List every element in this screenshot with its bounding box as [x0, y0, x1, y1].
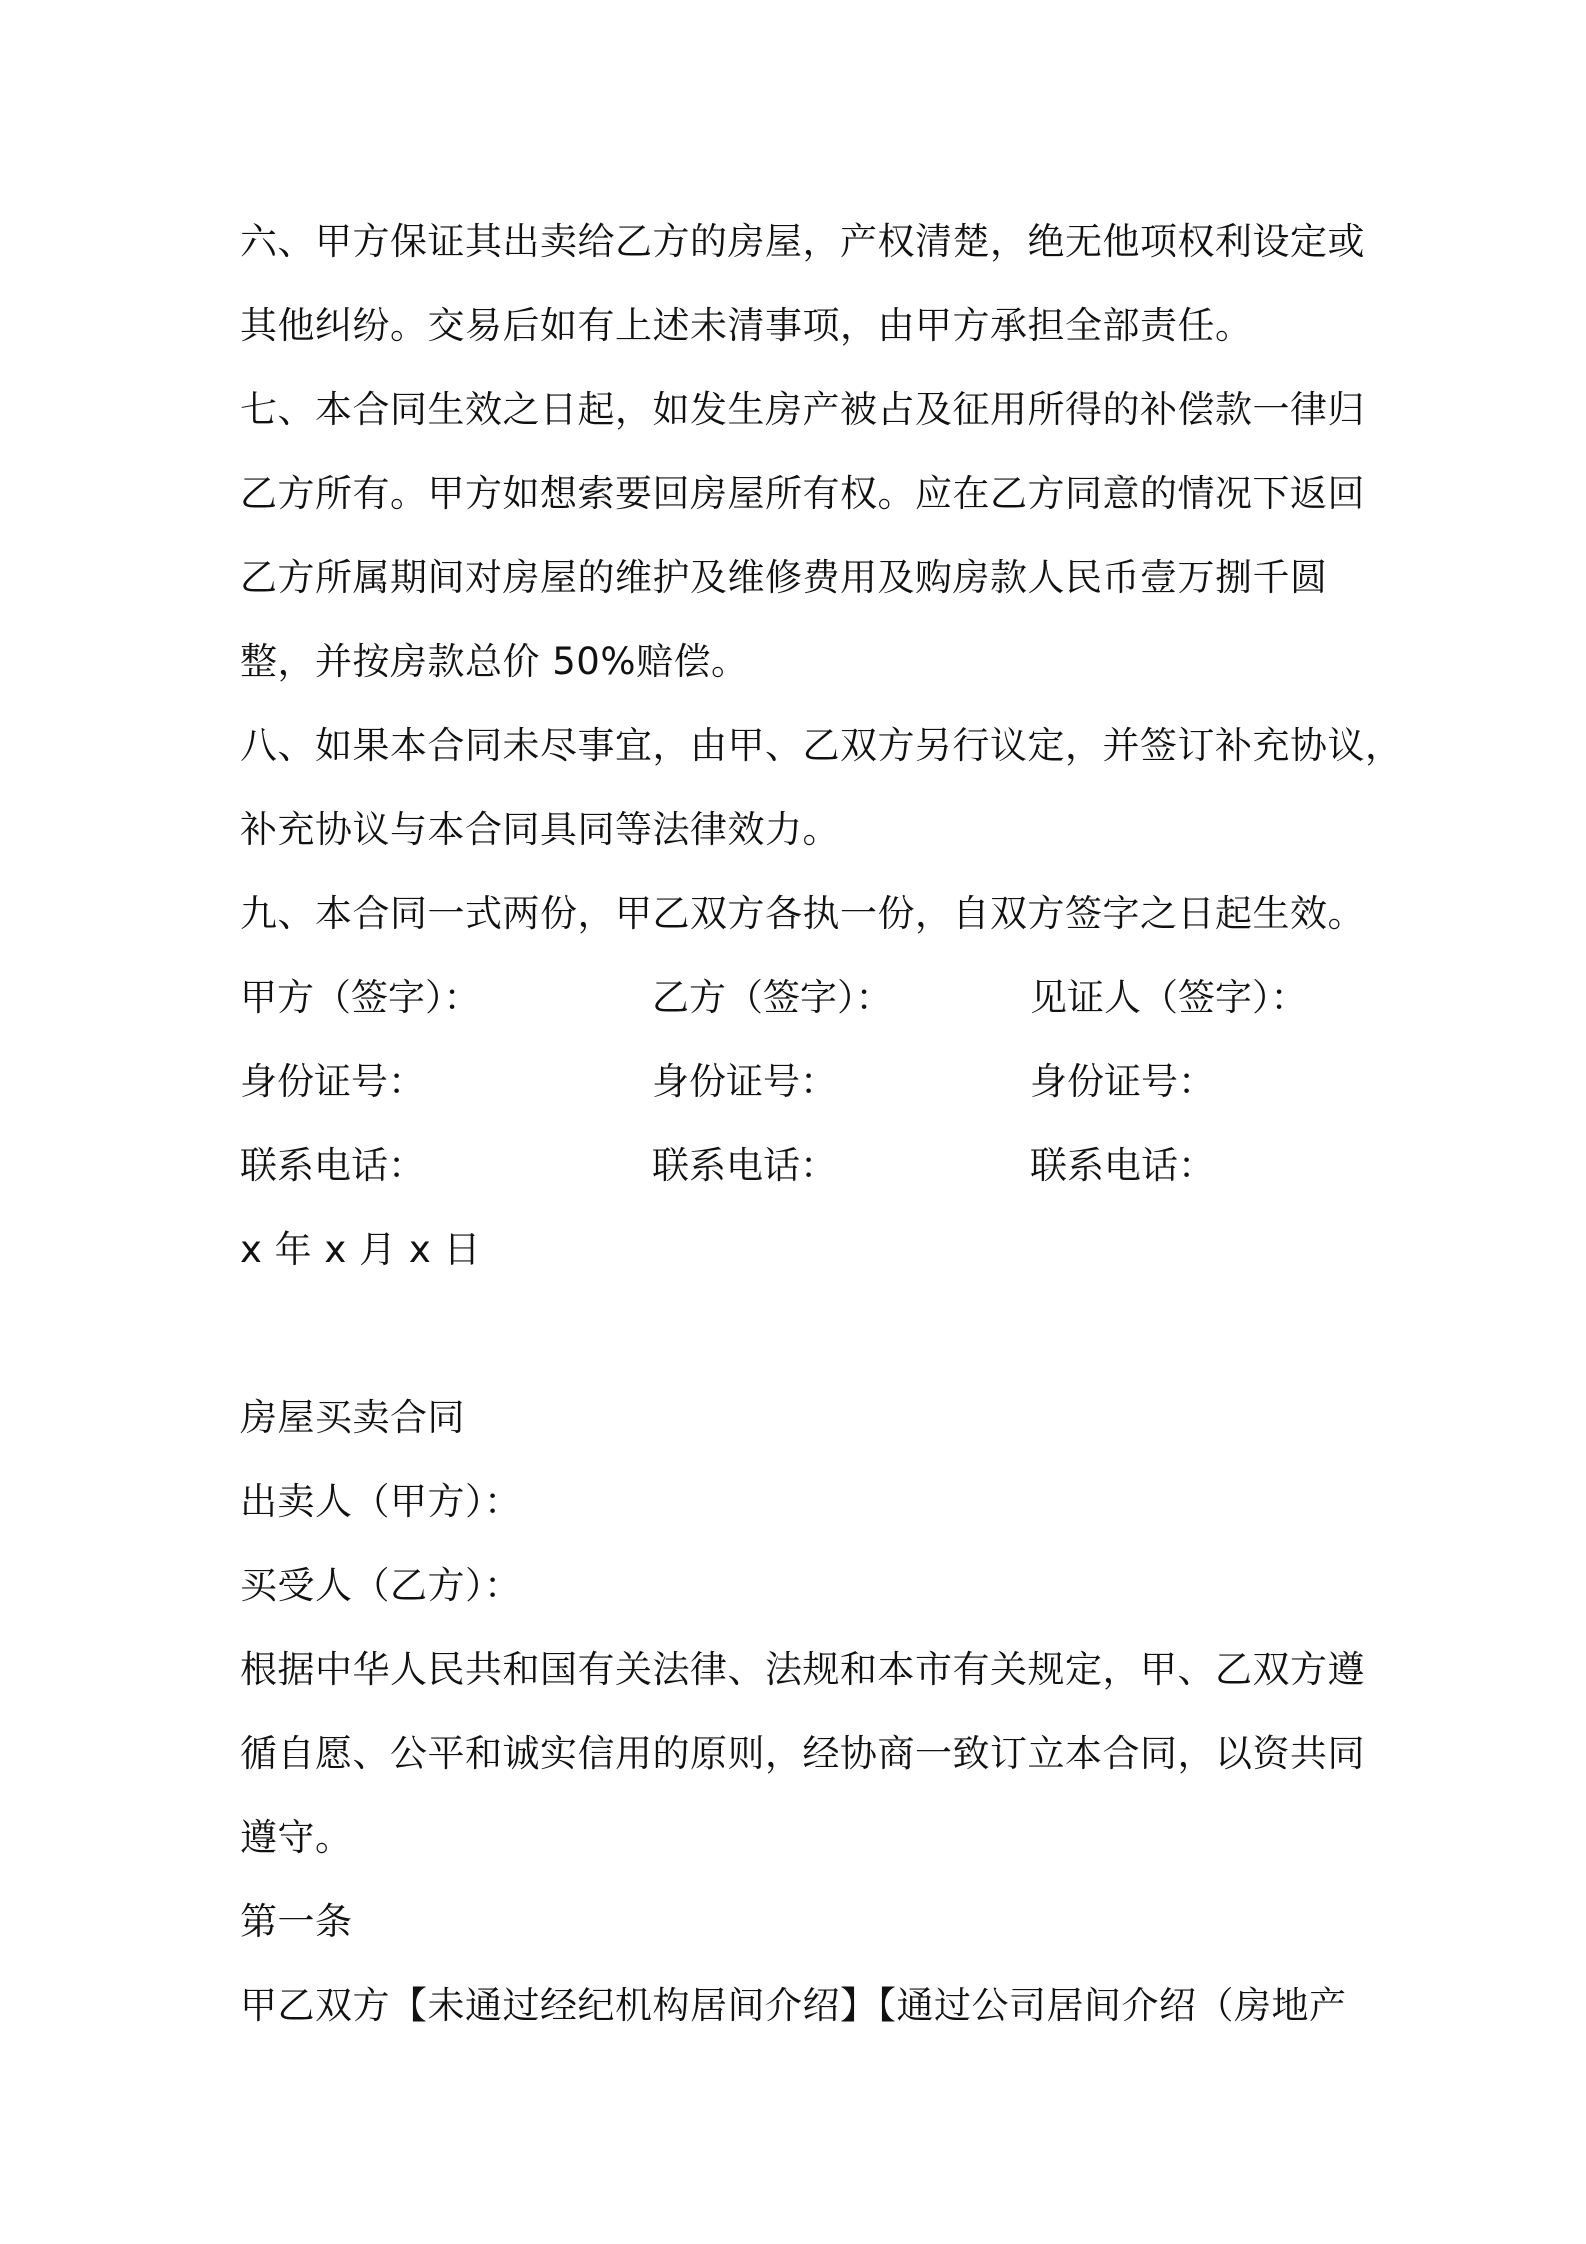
contract-title: 房屋买卖合同: [240, 1396, 465, 1439]
clause-six-line-2: 其他纠纷。交易后如有上述未清事项，由甲方承担全部责任。: [240, 304, 1253, 347]
clause-seven-line-3: 乙方所属期间对房屋的维护及维修费用及购房款人民币壹万捌千圆: [240, 556, 1328, 599]
phone-row: [240, 1124, 1360, 1208]
article-one-heading: 第一条: [240, 1900, 353, 1943]
party-b-phone-label: 联系电话：: [652, 1144, 837, 1187]
witness-phone-label: 联系电话：: [1030, 1144, 1215, 1187]
party-b-signature-label: 乙方（签字）：: [652, 976, 893, 1019]
date-line: x 年 x 月 x 日: [240, 1228, 481, 1271]
clause-seven-line-4: 整，并按房款总价 50%赔偿。: [240, 640, 749, 683]
clause-seven-line-2: 乙方所有。甲方如想索要回房屋所有权。应在乙方同意的情况下返回: [240, 472, 1365, 515]
section-spacer: [240, 1292, 1360, 1376]
witness-signature-label: 见证人（签字）：: [1030, 976, 1308, 1019]
signature-row: [240, 956, 1360, 1040]
id-number-row: [240, 1040, 1360, 1124]
clause-seven-line-1: 七、本合同生效之日起，如发生房产被占及征用所得的补偿款一律归: [240, 388, 1365, 431]
buyer-label: 买受人（乙方）：: [240, 1564, 522, 1607]
party-a-id-label: 身份证号：: [240, 1060, 425, 1103]
witness-id-label: 身份证号：: [1030, 1060, 1215, 1103]
article-one-text: 甲乙双方【未通过经纪机构居间介绍】【通过公司居间介绍（房地产: [240, 1984, 1347, 2027]
intro-line-1: 根据中华人民共和国有关法律、法规和本市有关规定，甲、乙双方遵: [240, 1648, 1365, 1691]
intro-line-3: 遵守。: [240, 1816, 353, 1859]
party-a-signature-label: 甲方（签字）：: [240, 976, 481, 1019]
clause-nine-line-1: 九、本合同一式两份，甲乙双方各执一份，自双方签字之日起生效。: [240, 892, 1365, 935]
document-body: [240, 200, 1403, 2048]
clause-six-line-1: 六、甲方保证其出卖给乙方的房屋，产权清楚，绝无他项权利设定或: [240, 220, 1365, 263]
clause-eight-line-1: 八、如果本合同未尽事宜，由甲、乙双方另行议定，并签订补充协议，: [240, 724, 1403, 767]
party-b-id-label: 身份证号：: [652, 1060, 837, 1103]
party-a-phone-label: 联系电话：: [240, 1144, 425, 1187]
clause-eight-line-2: 补充协议与本合同具同等法律效力。: [240, 808, 840, 851]
intro-line-2: 循自愿、公平和诚实信用的原则，经协商一致订立本合同，以资共同: [240, 1732, 1365, 1775]
seller-label: 出卖人（甲方）：: [240, 1480, 522, 1523]
